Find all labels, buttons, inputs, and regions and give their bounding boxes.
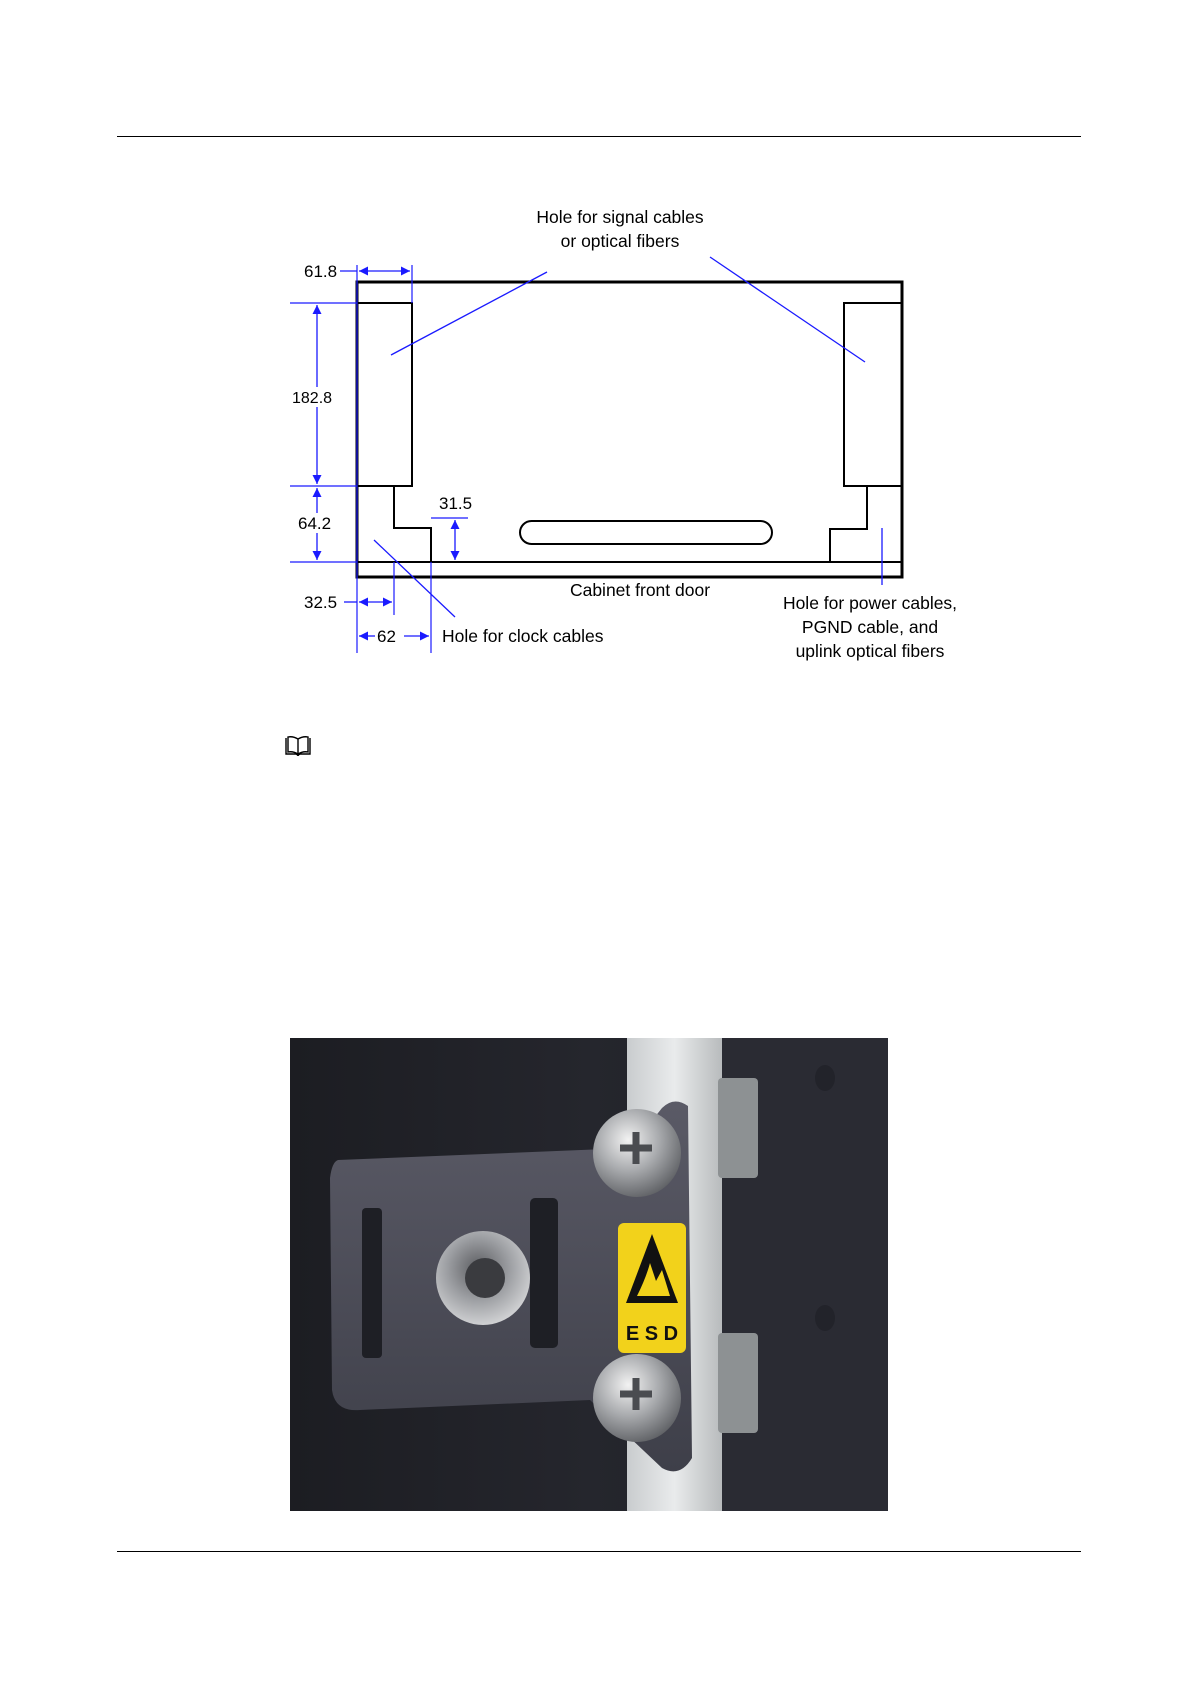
book-icon	[284, 735, 312, 757]
right-signal-hole	[844, 303, 902, 486]
dim-61-8: 61.8	[304, 262, 338, 281]
esd-text: E S D	[625, 1323, 679, 1345]
label-power-hole-3: uplink optical fibers	[795, 641, 945, 661]
center-slot	[520, 521, 772, 544]
dim-32-5: 32.5	[304, 593, 338, 612]
power-hole	[830, 486, 902, 562]
label-front-door: Cabinet front door	[569, 580, 711, 600]
left-signal-hole	[357, 303, 412, 486]
dim-182-8: 182.8	[292, 390, 333, 407]
cable-hole-diagram	[260, 195, 1000, 675]
dim-62: 62	[377, 627, 396, 646]
label-signal-hole-1: Hole for signal cables	[536, 207, 704, 227]
leader-signal-left	[391, 272, 547, 355]
footer-rule	[117, 1551, 1081, 1552]
label-power-hole-1: Hole for power cables,	[782, 593, 958, 613]
dim-64-2: 64.2	[298, 514, 332, 533]
dim-31-5: 31.5	[439, 494, 473, 513]
esd-jack-photo	[290, 1038, 888, 1511]
leader-signal-right	[710, 257, 865, 362]
cabinet-outline	[357, 282, 902, 577]
label-clock-hole: Hole for clock cables	[442, 626, 604, 646]
clock-hole	[357, 486, 431, 562]
header-rule	[117, 136, 1081, 137]
label-signal-hole-2: or optical fibers	[560, 231, 680, 251]
label-power-hole-2: PGND cable, and	[801, 617, 939, 637]
